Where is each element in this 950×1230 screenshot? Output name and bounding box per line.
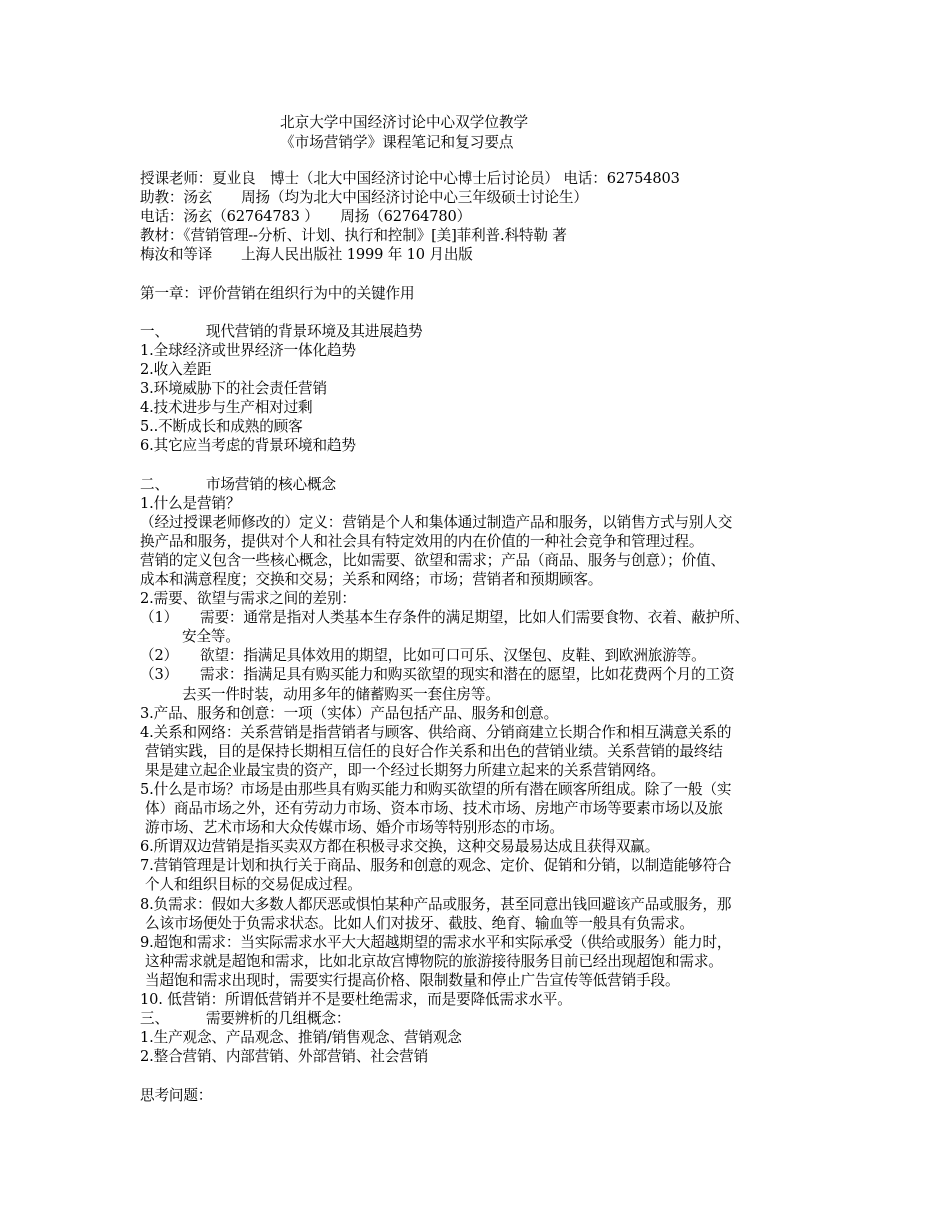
question-2: 2.需要、欲望与需求之间的差别： — [140, 590, 356, 608]
item-4: 4.关系和网络：关系营销是指营销者与顾客、供给商、分销商建立长期合作和相互满意关系的 — [140, 723, 732, 741]
section-3-number: 三、 — [140, 1010, 169, 1028]
section-1-heading — [140, 322, 830, 341]
want-item — [140, 646, 830, 665]
item-4-cont: 果是建立起企业最宝贵的资产，即一个经过长期努力所建立起来的关系营销网络。 — [145, 761, 665, 779]
questions-label: 思考问题： — [140, 1086, 213, 1104]
section-3-title: 需要辨析的几组概念： — [205, 1010, 351, 1028]
item-8: 8.负需求：假如大多数人都厌恶或惧怕某种产品或服务，甚至同意出钱回避该产品或服务，那 — [140, 895, 732, 913]
section-1-title: 现代营销的背景环境及其进展趋势 — [205, 322, 423, 340]
list-item: 2.整合营销、内部营销、外部营销、社会营销 — [140, 1048, 429, 1066]
title-line-1: 北京大学中国经济讨论中心双学位教学 — [280, 114, 529, 131]
list-item: 1.生产观念、产品观念、推销/销售观念、营销观念 — [140, 1029, 462, 1047]
item-5-cont: 体）商品市场之外，还有劳动力市场、资本市场、技术市场、房地产市场等要素市场以及旅 — [145, 800, 723, 818]
item-7: 7.营销管理是计划和执行关于商品、服务和创意的观念、定价、促销和分销，以制造能够符合 — [140, 857, 732, 875]
core-concepts-line: 成本和满意程度；交换和交易；关系和网络；市场；营销者和预期顾客。 — [140, 570, 603, 588]
list-item: 4.技术进步与生产相对过剩 — [140, 399, 313, 417]
document-title — [280, 113, 528, 153]
section-2-heading — [140, 475, 830, 494]
question-1: 1.什么是营销？ — [140, 494, 241, 512]
item-4-cont: 营销实践，目的是保持长期相互信任的良好合作关系和出色的营销业绩。关系营销的最终结 — [145, 742, 723, 760]
demand-text: 需求：指满足具有购买能力和购买欲望的现实和潜在的愿望，比如花费两个月的工资 — [200, 666, 735, 684]
item-10: 10. 低营销：所谓低营销并不是要杜绝需求，而是要降低需求水平。 — [140, 991, 572, 1009]
definition-line: （经过授课老师修改的）定义：营销是个人和集体通过制造产品和服务，以销售方式与别人交 — [140, 513, 733, 531]
item-5-cont: 游市场、艺术市场和大众传媒市场、婚介市场等特别形态的市场。 — [145, 819, 564, 837]
item-6: 6.所谓双边营销是指买卖双方都在积极寻求交换，这种交易最易达成且获得双赢。 — [140, 838, 660, 856]
phones-line: 电话：汤玄（62764783 ） 周扬（62764780） — [140, 208, 472, 226]
need-number: （1） — [140, 609, 179, 627]
item-9-cont: 当超饱和需求出现时，需要实行提高价格、限制数量和停止广告宣传等低营销手段。 — [145, 971, 680, 989]
chapter-title: 第一章：评价营销在组织行为中的关键作用 — [140, 284, 415, 302]
list-item: 5..不断成长和成熟的顾客 — [140, 418, 303, 436]
list-item: 6.其它应当考虑的背景环境和趋势 — [140, 437, 356, 455]
assistants-line: 助教：汤玄 周扬（均为北大中国经济讨论中心三年级硕士讨论生） — [140, 189, 588, 207]
demand-number: （3） — [140, 666, 179, 684]
document-body — [140, 169, 830, 1105]
item-3: 3.产品、服务和创意：一项（实体）产品包括产品、服务和创意。 — [140, 704, 559, 722]
item-7-cont: 个人和组织目标的交易促成过程。 — [145, 876, 362, 894]
need-text-cont: 安全等。 — [182, 628, 240, 646]
list-item: 1.全球经济或世界经济一体化趋势 — [140, 341, 356, 359]
textbook-line: 教材：《营销管理--分析、计划、执行和控制》[美]菲利普.科特勒 著 — [140, 227, 567, 245]
want-number: （2） — [140, 647, 179, 665]
want-text: 欲望：指满足具体效用的期望，比如可口可乐、汉堡包、皮鞋、到欧洲旅游等。 — [200, 647, 706, 665]
demand-text-cont: 去买一件时装，动用多年的储蓄购买一套住房等。 — [182, 685, 500, 703]
section-3-heading — [140, 1009, 830, 1028]
need-text: 需要：通常是指对人类基本生存条件的满足期望，比如人们需要食物、衣着、蔽护所、 — [200, 609, 749, 627]
item-8-cont: 么该市场便处于负需求状态。比如人们对拔牙、截肢、绝育、输血等一般具有负需求。 — [145, 914, 694, 932]
section-1-number: 一、 — [140, 322, 169, 340]
need-item — [140, 608, 830, 627]
demand-item — [140, 665, 830, 684]
title-line-2: 《市场营销学》课程笔记和复习要点 — [280, 134, 514, 151]
definition-line: 换产品和服务，提供对个人和社会具有特定效用的内在价值的一种社会竞争和管理过程。 — [140, 532, 704, 550]
translator-line: 梅汝和等译 上海人民出版社 1999 年 10 月出版 — [140, 246, 473, 264]
section-2-number: 二、 — [140, 475, 169, 493]
list-item: 3.环境威胁下的社会责任营销 — [140, 380, 327, 398]
list-item: 2.收入差距 — [140, 360, 212, 378]
item-9-cont: 这种需求就是超饱和需求，比如北京故宫博物院的旅游接待服务目前已经出现超饱和需求。 — [145, 952, 723, 970]
item-9: 9.超饱和需求：当实际需求水平大大超越期望的需求水平和实际承受（供给或服务）能力时， — [140, 933, 732, 951]
teacher-line: 授课老师：夏业良 博士（北大中国经济讨论中心博士后讨论员） 电话：62754803 — [140, 170, 680, 187]
section-2-title: 市场营销的核心概念 — [205, 475, 336, 493]
item-5: 5.什么是市场？市场是由那些具有购买能力和购买欲望的所有潜在顾客所组成。除了一般（实 — [140, 781, 732, 798]
core-concepts-line: 营销的定义包含一些核心概念，比如需要、欲望和需求；产品（商品、服务与创意）；价值、 — [140, 551, 725, 569]
